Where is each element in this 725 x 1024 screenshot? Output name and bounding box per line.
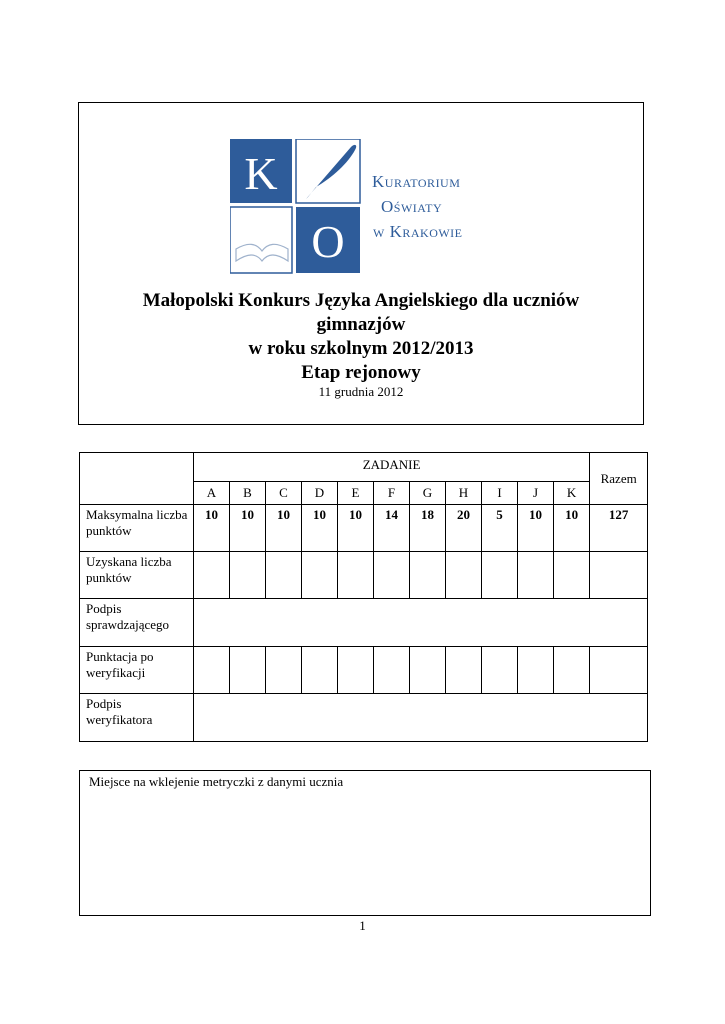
obtained-points-cell[interactable] — [266, 552, 302, 599]
obtained-points-cell[interactable] — [338, 552, 374, 599]
task-letter: D — [302, 482, 338, 505]
date-line: 11 grudnia 2012 — [318, 384, 404, 399]
score-table — [79, 452, 648, 742]
verified-points-cell[interactable] — [338, 647, 374, 694]
obtained-points-cell[interactable] — [194, 552, 230, 599]
kuratorium-logo — [230, 139, 500, 275]
logo-letter-k: K — [244, 148, 278, 199]
verified-points-cell[interactable] — [230, 647, 266, 694]
cover-box — [78, 102, 644, 425]
max-points-label: Maksymalna liczba punktów — [80, 505, 194, 552]
obtained-points-cell[interactable] — [230, 552, 266, 599]
logo-text-line-1: Kuratorium — [372, 172, 461, 191]
verified-points-row — [80, 647, 648, 694]
obtained-points-cell[interactable] — [410, 552, 446, 599]
task-letter: H — [446, 482, 482, 505]
header-row-1 — [80, 453, 648, 482]
corner-cell — [80, 453, 194, 505]
metryczka-label: Miejsce na wklejenie metryczki z danymi ucznia — [89, 774, 344, 789]
verified-points-label: Punktacja po weryfikacji — [80, 647, 194, 694]
verified-points-cell[interactable] — [446, 647, 482, 694]
metryczka-box[interactable] — [79, 770, 651, 916]
verified-points-cell[interactable] — [518, 647, 554, 694]
max-points-cell: 14 — [374, 505, 410, 552]
verified-points-cell[interactable] — [266, 647, 302, 694]
max-points-cell: 10 — [230, 505, 266, 552]
task-letter: E — [338, 482, 374, 505]
verified-points-cell[interactable] — [194, 647, 230, 694]
task-letter: G — [410, 482, 446, 505]
max-points-cell: 5 — [482, 505, 518, 552]
obtained-points-label: Uzyskana liczba punktów — [80, 552, 194, 599]
zadanie-header: ZADANIE — [194, 453, 590, 482]
verified-points-cell[interactable] — [554, 647, 590, 694]
title-line-4: Etap rejonowy — [301, 362, 421, 383]
task-letter: B — [230, 482, 266, 505]
razem-header: Razem — [590, 453, 648, 505]
logo-tile-book — [230, 207, 292, 273]
verified-points-cell[interactable] — [302, 647, 338, 694]
verified-points-cell[interactable] — [374, 647, 410, 694]
max-points-cell: 10 — [266, 505, 302, 552]
obtained-points-cell[interactable] — [302, 552, 338, 599]
verified-points-cell[interactable] — [482, 647, 518, 694]
max-points-row — [80, 505, 648, 552]
task-letter: A — [194, 482, 230, 505]
task-letter: J — [518, 482, 554, 505]
verifier-signature-row — [80, 694, 648, 742]
task-letter: K — [554, 482, 590, 505]
max-points-cell: 20 — [446, 505, 482, 552]
task-letter: C — [266, 482, 302, 505]
checker-signature-label: Podpis sprawdzającego — [80, 599, 194, 647]
page-number: 1 — [359, 918, 366, 933]
obtained-points-cell[interactable] — [446, 552, 482, 599]
verified-points-cell[interactable] — [410, 647, 446, 694]
max-points-cell: 10 — [302, 505, 338, 552]
obtained-points-cell[interactable] — [554, 552, 590, 599]
obtained-points-row — [80, 552, 648, 599]
obtained-points-total[interactable] — [590, 552, 648, 599]
checker-signature-row — [80, 599, 648, 647]
obtained-points-cell[interactable] — [518, 552, 554, 599]
title-block — [79, 289, 643, 399]
title-line-1: Małopolski Konkurs Języka Angielskiego dla uczniów — [142, 290, 580, 311]
title-line-2: gimnazjów — [316, 314, 406, 335]
max-points-cell: 10 — [338, 505, 374, 552]
max-points-total: 127 — [590, 505, 648, 552]
logo-text-line-2: Oświaty — [381, 197, 443, 216]
title-line-3: w roku szkolnym 2012/2013 — [248, 338, 474, 359]
max-points-cell: 10 — [194, 505, 230, 552]
max-points-cell: 10 — [518, 505, 554, 552]
max-points-cell: 10 — [554, 505, 590, 552]
verifier-signature-label: Podpis weryfikatora — [80, 694, 194, 742]
logo-letter-o: O — [311, 216, 345, 267]
obtained-points-cell[interactable] — [374, 552, 410, 599]
task-letter: I — [482, 482, 518, 505]
checker-signature-field[interactable] — [194, 599, 648, 647]
verifier-signature-field[interactable] — [194, 694, 648, 742]
logo-text-line-3: w Krakowie — [373, 222, 463, 241]
obtained-points-cell[interactable] — [482, 552, 518, 599]
max-points-cell: 18 — [410, 505, 446, 552]
verified-points-total[interactable] — [590, 647, 648, 694]
task-letter: F — [374, 482, 410, 505]
